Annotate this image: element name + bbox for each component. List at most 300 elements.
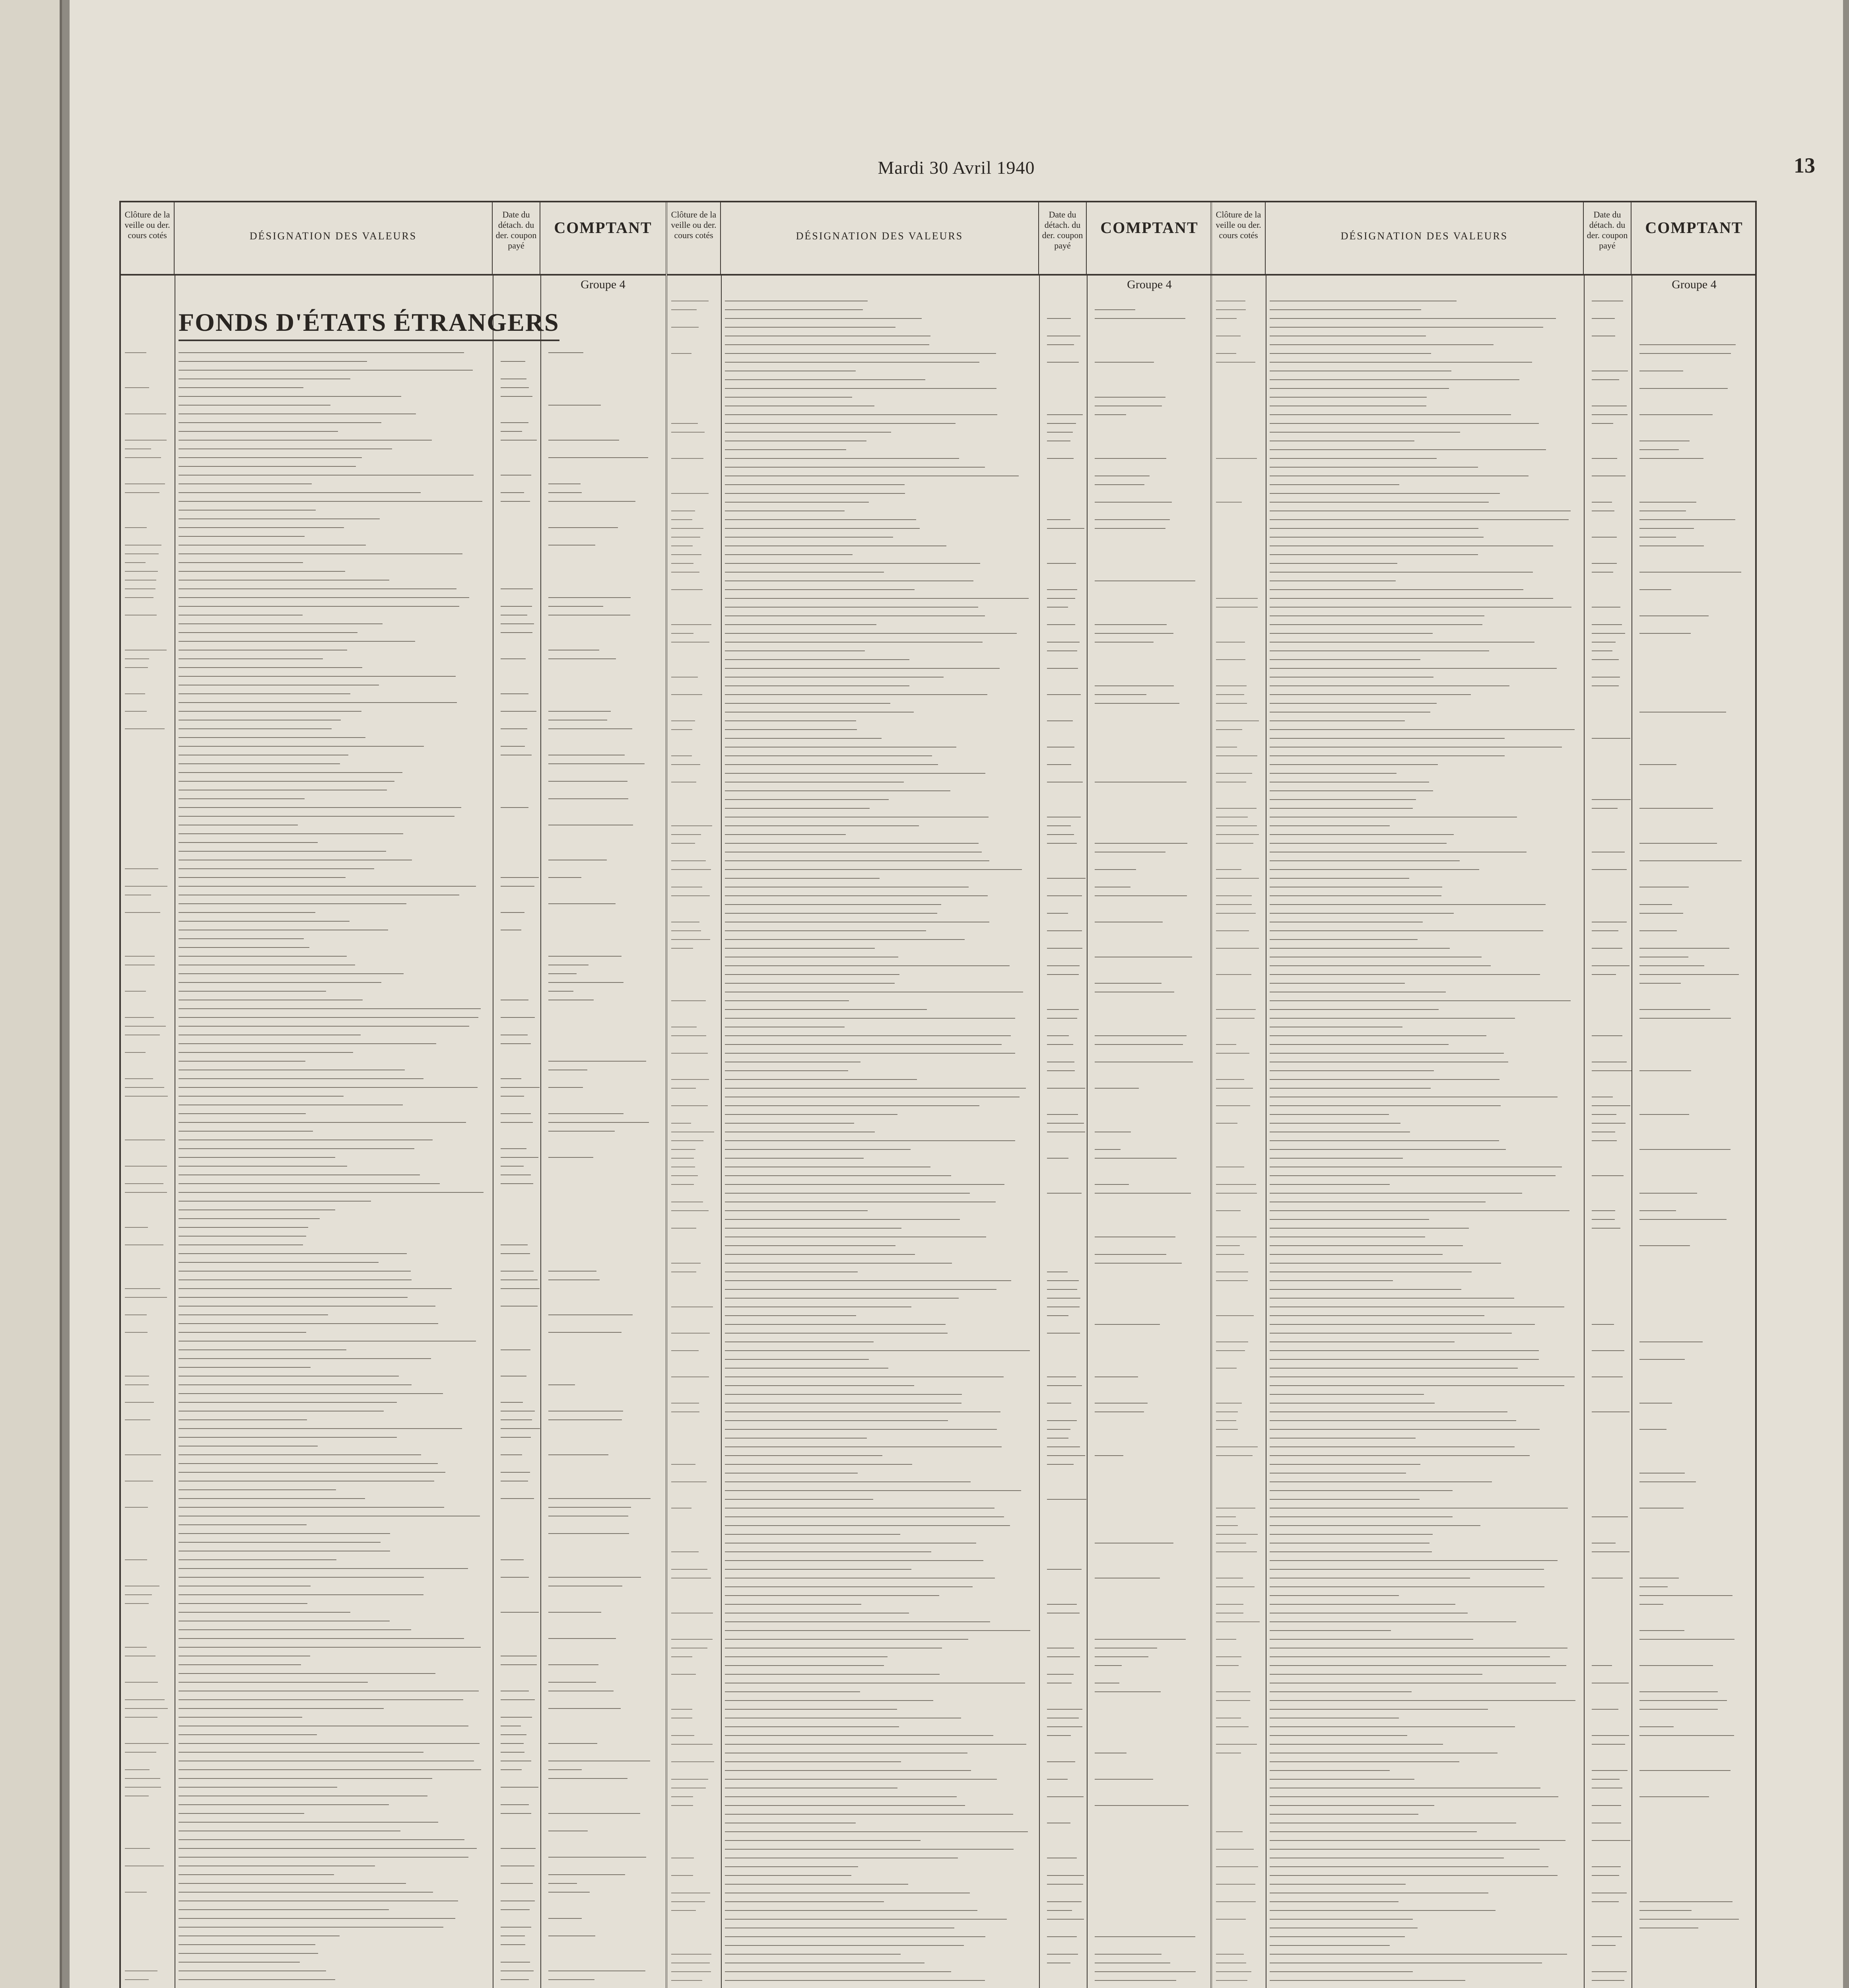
list-item — [1270, 1365, 1747, 1371]
list-item — [1270, 884, 1747, 890]
list-item — [179, 796, 656, 802]
list-item — [725, 481, 1202, 488]
list-item — [179, 682, 656, 688]
list-item — [179, 454, 656, 461]
list-item — [725, 586, 1202, 593]
list-item — [1270, 1199, 1747, 1205]
list-item — [179, 1889, 656, 1895]
list-item — [179, 1137, 656, 1143]
list-item — [725, 1706, 1202, 1712]
list-item — [179, 1819, 656, 1825]
list-item — [179, 1443, 656, 1449]
list-item — [1270, 1382, 1747, 1389]
list-item — [1270, 1776, 1747, 1782]
list-item — [725, 875, 1202, 881]
list-item — [725, 1934, 1202, 1940]
list-item — [1270, 1864, 1747, 1870]
list-item — [179, 708, 656, 714]
list-item — [1270, 516, 1747, 523]
list-item — [725, 1024, 1202, 1030]
list-item — [1270, 936, 1747, 943]
list-item — [179, 901, 656, 907]
list-item — [179, 1933, 656, 1939]
list-item — [1270, 455, 1747, 462]
list-item — [725, 1286, 1202, 1293]
list-item — [179, 1802, 656, 1808]
list-item — [1270, 796, 1747, 803]
list-item — [725, 333, 1202, 339]
list-item — [179, 1880, 656, 1887]
list-item — [1270, 1444, 1747, 1450]
list-item — [179, 559, 656, 566]
list-item — [179, 1119, 656, 1126]
list-item — [725, 1671, 1202, 1677]
list-item — [725, 1173, 1202, 1179]
list-item — [1270, 1312, 1747, 1319]
list-item — [725, 1085, 1202, 1091]
list-item — [179, 1084, 656, 1091]
list-item — [1270, 1496, 1747, 1503]
list-item — [1270, 578, 1747, 584]
list-item — [725, 447, 1202, 453]
list-item — [179, 1364, 656, 1371]
list-item — [1270, 403, 1747, 409]
list-item — [1270, 560, 1747, 567]
section-title: FONDS D'ÉTATS ÉTRANGERS — [179, 308, 559, 341]
list-item — [1270, 490, 1747, 497]
list-item — [725, 683, 1202, 689]
list-item — [725, 656, 1202, 663]
list-item — [725, 1645, 1202, 1651]
list-item — [1270, 1374, 1747, 1380]
list-item — [1270, 1907, 1747, 1914]
list-item — [725, 901, 1202, 908]
list-item — [1270, 744, 1747, 750]
list-item — [179, 1872, 656, 1878]
list-item — [725, 718, 1202, 724]
list-item — [179, 761, 656, 767]
list-item — [725, 1444, 1202, 1450]
list-item — [1270, 1461, 1747, 1468]
list-item — [179, 542, 656, 548]
list-item — [1270, 630, 1747, 637]
list-item — [179, 962, 656, 968]
list-item — [725, 385, 1202, 392]
list-item — [1270, 394, 1747, 400]
list-item — [1270, 377, 1747, 383]
list-item — [179, 778, 656, 784]
list-item — [1270, 1505, 1747, 1511]
list-item — [1270, 1068, 1747, 1074]
closing-price-header: Clôture de la veille ou der. cours cotés — [121, 202, 175, 274]
list-item — [179, 1539, 656, 1545]
list-item — [1270, 971, 1747, 978]
list-item — [1270, 1767, 1747, 1774]
list-item — [725, 1225, 1202, 1231]
list-item — [179, 1233, 656, 1239]
list-item — [725, 1986, 1202, 1988]
list-item — [179, 1679, 656, 1685]
list-item — [1270, 1802, 1747, 1809]
list-item — [1270, 359, 1747, 365]
list-item — [1270, 447, 1747, 453]
list-item — [179, 1469, 656, 1475]
list-item — [1270, 534, 1747, 540]
list-item — [725, 849, 1202, 855]
list-item — [179, 988, 656, 994]
list-item — [725, 315, 1202, 322]
list-item — [725, 1732, 1202, 1739]
list-item — [1270, 1015, 1747, 1021]
list-item — [725, 1610, 1202, 1616]
list-item — [179, 673, 656, 679]
list-item — [1270, 823, 1747, 829]
list-item — [725, 831, 1202, 838]
list-item — [179, 472, 656, 478]
designation-header: DÉSIGNATION DES VALEURS — [721, 202, 1039, 274]
list-item — [1270, 1540, 1747, 1546]
list-item — [1270, 1085, 1747, 1091]
list-item — [725, 980, 1202, 986]
newspaper-page — [70, 0, 1843, 1988]
list-item — [725, 1479, 1202, 1485]
list-item — [1270, 1260, 1747, 1266]
list-item — [725, 1400, 1202, 1406]
list-item — [725, 1654, 1202, 1660]
list-item — [179, 463, 656, 470]
list-item — [1270, 1050, 1747, 1056]
list-item — [725, 1662, 1202, 1669]
list-item — [179, 647, 656, 653]
list-item — [725, 1120, 1202, 1126]
list-item — [725, 1942, 1202, 1949]
list-item — [1270, 674, 1747, 680]
list-item — [725, 1050, 1202, 1056]
list-item — [725, 1155, 1202, 1161]
list-item — [725, 438, 1202, 444]
list-item — [1270, 1680, 1747, 1686]
list-item — [179, 909, 656, 916]
list-item — [1270, 1942, 1747, 1949]
list-item — [725, 1103, 1202, 1109]
list-item — [725, 648, 1202, 654]
list-item — [725, 1549, 1202, 1555]
list-item — [1270, 1006, 1747, 1013]
list-item — [179, 1425, 656, 1432]
list-item — [725, 508, 1202, 514]
list-item — [725, 1890, 1202, 1896]
list-item — [179, 1408, 656, 1414]
list-item — [179, 1653, 656, 1659]
list-item — [179, 1968, 656, 1974]
list-item — [1270, 1531, 1747, 1538]
list-item — [1270, 840, 1747, 846]
list-item — [725, 1496, 1202, 1503]
list-item — [179, 1793, 656, 1799]
list-item — [1270, 1269, 1747, 1275]
list-item — [1270, 998, 1747, 1004]
list-item — [725, 324, 1202, 330]
list-item — [179, 1548, 656, 1554]
list-item — [179, 411, 656, 417]
list-item — [725, 753, 1202, 759]
list-item — [179, 1837, 656, 1843]
list-item — [725, 1759, 1202, 1765]
list-item — [179, 1110, 656, 1117]
list-item — [1270, 849, 1747, 855]
list-item — [1270, 1969, 1747, 1975]
list-item — [1270, 595, 1747, 602]
list-item — [725, 858, 1202, 864]
list-item — [179, 1102, 656, 1108]
list-item — [179, 1250, 656, 1257]
list-item — [179, 1959, 656, 1965]
list-item — [1270, 412, 1747, 418]
list-item — [179, 787, 656, 793]
list-item — [725, 665, 1202, 672]
list-item — [1270, 1960, 1747, 1966]
list-item — [179, 664, 656, 671]
list-item — [179, 1592, 656, 1598]
list-item — [1270, 1916, 1747, 1922]
list-item — [725, 1076, 1202, 1083]
list-item — [1270, 1435, 1747, 1441]
list-item — [725, 368, 1202, 374]
list-item — [179, 1732, 656, 1738]
list-item — [1270, 1234, 1747, 1240]
list-item — [1270, 1662, 1747, 1669]
list-item — [725, 551, 1202, 558]
list-item — [725, 307, 1202, 313]
list-item — [725, 1242, 1202, 1249]
list-item — [179, 1023, 656, 1029]
list-item — [179, 1583, 656, 1589]
list-item — [1270, 858, 1747, 864]
list-item — [179, 1242, 656, 1248]
list-item — [179, 349, 656, 356]
designation-header: DÉSIGNATION DES VALEURS — [175, 202, 493, 274]
list-item — [1270, 586, 1747, 593]
coupon-date-header: Date du détach. du der. coupon payé — [493, 202, 540, 274]
list-item — [179, 927, 656, 933]
list-item — [179, 358, 656, 365]
list-item — [725, 473, 1202, 479]
list-item — [179, 1828, 656, 1834]
list-item — [1270, 1041, 1747, 1048]
list-item — [179, 1145, 656, 1152]
list-item — [1270, 901, 1747, 908]
list-item — [725, 1365, 1202, 1371]
list-item — [179, 1180, 656, 1187]
list-item — [725, 1514, 1202, 1520]
list-item — [1270, 368, 1747, 374]
list-item — [725, 429, 1202, 435]
list-item — [1270, 1671, 1747, 1677]
list-item — [725, 1881, 1202, 1887]
list-item — [1270, 438, 1747, 444]
list-item — [179, 866, 656, 872]
list-item — [1270, 1487, 1747, 1494]
list-item — [725, 1295, 1202, 1301]
list-item — [1270, 1304, 1747, 1310]
list-item — [725, 709, 1202, 715]
list-item — [179, 1460, 656, 1467]
list-item — [179, 1565, 656, 1572]
list-item — [725, 910, 1202, 916]
list-item — [179, 1906, 656, 1913]
list-item — [1270, 753, 1747, 759]
list-item — [179, 481, 656, 487]
list-item — [179, 1478, 656, 1484]
list-item — [179, 1399, 656, 1406]
list-item — [725, 1277, 1202, 1284]
list-item — [1270, 1417, 1747, 1424]
list-item — [725, 613, 1202, 619]
table-header — [667, 202, 1212, 276]
list-item — [1270, 420, 1747, 427]
list-item — [725, 604, 1202, 610]
list-item — [1270, 307, 1747, 313]
list-item — [1270, 761, 1747, 768]
designation-header: DÉSIGNATION DES VALEURS — [1266, 202, 1584, 274]
list-item — [179, 822, 656, 828]
list-item — [725, 1627, 1202, 1634]
list-item — [1270, 1138, 1747, 1144]
list-item — [1270, 1277, 1747, 1284]
list-item — [179, 1268, 656, 1274]
list-item — [179, 1644, 656, 1650]
list-item — [179, 1758, 656, 1764]
list-item — [725, 1015, 1202, 1021]
list-item — [179, 656, 656, 662]
list-item — [1270, 1514, 1747, 1520]
list-item — [1270, 1557, 1747, 1564]
list-item — [1270, 928, 1747, 934]
list-item — [179, 629, 656, 636]
list-item — [179, 1338, 656, 1344]
list-item — [725, 989, 1202, 995]
list-item — [1270, 866, 1747, 873]
list-item — [1270, 1977, 1747, 1984]
list-item — [1270, 1330, 1747, 1336]
list-item — [179, 1697, 656, 1703]
list-item — [179, 1557, 656, 1563]
previous-page-edge — [0, 0, 62, 1988]
list-item — [1270, 1890, 1747, 1896]
list-item — [1270, 805, 1747, 812]
list-item — [1270, 1479, 1747, 1485]
list-item — [179, 813, 656, 819]
list-item — [179, 446, 656, 452]
list-item — [725, 805, 1202, 812]
list-item — [725, 1697, 1202, 1704]
list-item — [179, 437, 656, 443]
list-item — [725, 954, 1202, 960]
list-item — [179, 874, 656, 881]
list-item — [179, 953, 656, 959]
list-item — [1270, 621, 1747, 628]
list-item — [179, 971, 656, 977]
list-item — [1270, 718, 1747, 724]
list-item — [1270, 980, 1747, 986]
list-item — [179, 1014, 656, 1021]
list-item — [179, 1941, 656, 1948]
list-item — [179, 1154, 656, 1161]
list-item — [1270, 1059, 1747, 1065]
list-item — [1270, 1120, 1747, 1126]
list-item — [725, 1872, 1202, 1879]
cash-header: COMPTANT — [1100, 219, 1198, 237]
list-item — [725, 726, 1202, 733]
list-item — [725, 788, 1202, 794]
list-item — [1270, 1759, 1747, 1765]
list-item — [179, 804, 656, 811]
list-item — [1270, 1951, 1747, 1957]
list-item — [1270, 1129, 1747, 1135]
list-item — [179, 1329, 656, 1336]
list-item — [725, 840, 1202, 846]
list-item — [725, 578, 1202, 584]
list-item — [1270, 814, 1747, 820]
list-item — [179, 944, 656, 951]
list-item — [1270, 963, 1747, 969]
list-item — [1270, 1706, 1747, 1712]
list-item — [179, 997, 656, 1003]
list-item — [179, 1784, 656, 1790]
closing-price-header: Clôture de la veille ou der. cours cotés — [1212, 202, 1266, 274]
list-item — [725, 359, 1202, 365]
list-item — [725, 823, 1202, 829]
list-item — [725, 1304, 1202, 1310]
list-item — [725, 884, 1202, 890]
list-item — [1270, 1881, 1747, 1887]
list-item — [1270, 324, 1747, 330]
list-item — [1270, 1855, 1747, 1861]
list-item — [1270, 1522, 1747, 1529]
list-item — [179, 848, 656, 854]
list-item — [725, 1715, 1202, 1721]
list-item — [1270, 831, 1747, 838]
list-item — [179, 638, 656, 645]
list-item — [725, 1925, 1202, 1931]
list-item — [725, 1452, 1202, 1459]
list-item — [1270, 1155, 1747, 1161]
list-item — [725, 1347, 1202, 1354]
list-item — [725, 1531, 1202, 1538]
list-item — [725, 516, 1202, 523]
list-item — [179, 1487, 656, 1493]
list-item — [1270, 1654, 1747, 1660]
column-group-2 — [666, 202, 1212, 1988]
list-item — [179, 1128, 656, 1134]
group-label: Groupe 4 — [581, 278, 625, 291]
list-item — [725, 1181, 1202, 1188]
list-item — [725, 1059, 1202, 1065]
list-item — [179, 1041, 656, 1047]
list-item — [1270, 525, 1747, 532]
list-item — [1270, 1242, 1747, 1249]
list-item — [725, 621, 1202, 628]
list-item — [179, 1775, 656, 1782]
list-item — [179, 1574, 656, 1580]
list-item — [179, 393, 656, 400]
list-item — [1270, 1103, 1747, 1109]
list-item — [725, 1907, 1202, 1914]
list-item — [179, 1049, 656, 1056]
list-item — [725, 1321, 1202, 1328]
list-item — [179, 699, 656, 706]
list-item — [1270, 1610, 1747, 1616]
